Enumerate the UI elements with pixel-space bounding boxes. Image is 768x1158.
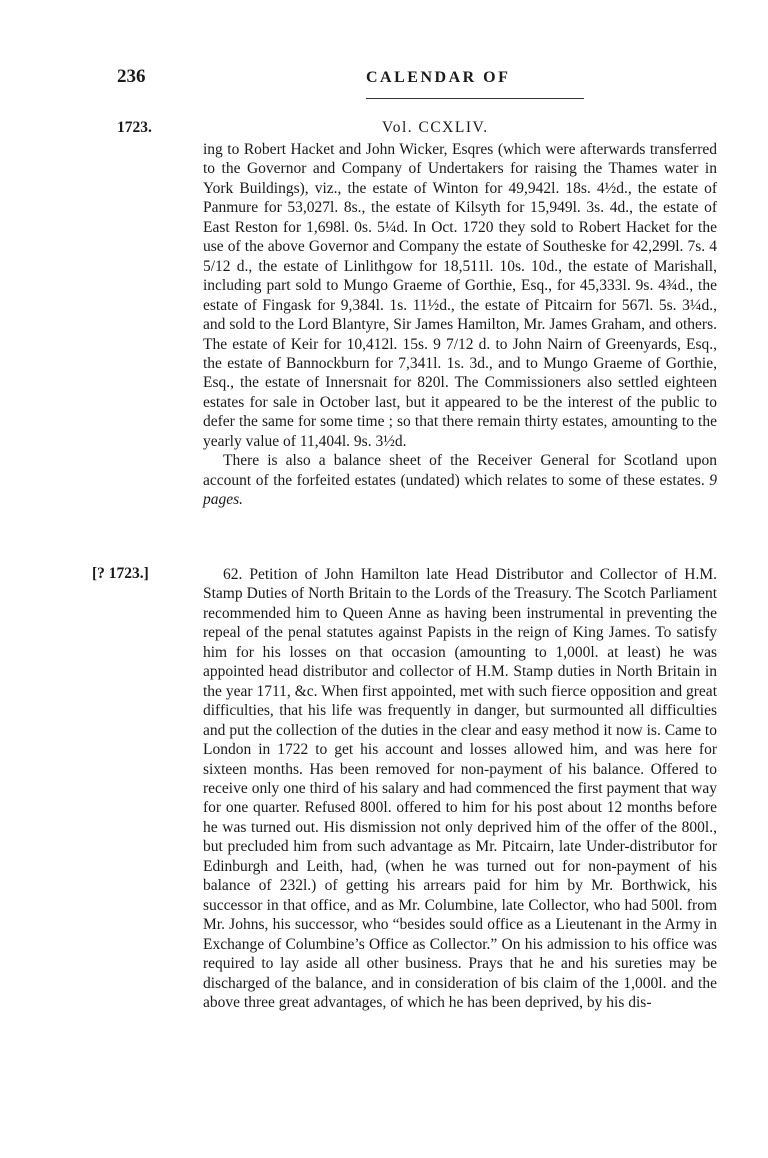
header-rule xyxy=(366,98,584,99)
entry-paragraph xyxy=(203,451,717,509)
page-count: 9 pages. xyxy=(203,471,717,509)
volume-heading: Vol. CCXLIV. xyxy=(382,119,489,136)
margin-date-1723: 1723. xyxy=(117,119,152,136)
margin-date-circa-1723: [? 1723.] xyxy=(92,565,149,582)
entry-paragraph: ing to Robert Hacket and John Wicker, Esqres (which were afterwards transferred to the Governor and Company of Undertakers for raising the Thames water in York Buildings), viz., the estate of Winton for 49,942l. 18s. 4½d., the estate of Panmure for 53,027l. 8s., the estate of Kilsyth for 15,949l. 3s. 4d., the estate of East Reston for 1,698l. 0s. 5¼d. In Oct. 1720 they sold to Robert Hacket for the use of the above Governor and Company the estate of Southeske for 42,299l. 7s. 4 5/12 d., the estate of Linlithgow for 18,511l. 10s. 10d., the estate of Marishall, including part sold to Mungo Graeme of Gorthie, Esq., for 45,333l. 9s. 4¾d., the estate of Fingask for 9,384l. 1s. 11½d., the estate of Pitcairn for 567l. 5s. 3¼d., and sold to the Lord Blantyre, Sir James Hamilton, Mr. James Graham, and others. The estate of Keir for 10,412l. 15s. 9 7/12 d. to John Nairn of Greenyards, Esq., the estate of Bannockburn for 7,341l. 1s. 3d., and to Mungo Graeme of Gorthie, Esq., the estate of Innersnait for 820l. The Commissioners also settled eighteen estates for sale in October last, but it appeared to be the interest of the public to defer the same for some time ; so that there remain thirty estates, amounting to the yearly value of 11,404l. 9s. 3½d. xyxy=(203,141,717,450)
balance-sheet-note: There is also a balance sheet of the Receiver General for Scotland upon account of the forfeited estates (undated) which relates to some of these estates. xyxy=(203,452,717,489)
running-title: CALENDAR OF xyxy=(366,69,511,86)
page-number: 236 xyxy=(117,66,146,87)
running-head xyxy=(0,66,768,96)
entry-continuation xyxy=(203,140,717,510)
entry-62 xyxy=(203,565,717,1012)
petition-paragraph: 62. Petition of John Hamilton late Head Distributor and Collector of H.M. Stamp Duties of North Britain to the Lords of the Treasury. The Scotch Parliament recommended him to Queen Anne as having been instrumental in preventing the repeal of the penal statutes against Papists in the reign of King James. To satisfy him for his losses on that occasion (amounting to 1,000l. at least) he was appointed head distributor and collector of H.M. Stamp duties in North Britain in the year 1711, &c. When first appointed, met with such fierce opposition and great difficulties, that his life was frequently in danger, but surmounted all difficulties and put the collection of the duties in the clear and easy method it now is. Came to London in 1722 to get his account and losses allowed him, and was here for sixteen months. Has been removed for non-payment of his balance. Offered to receive only one third of his salary and had commenced the first payment that way for one quarter. Refused 800l. offered to him for his post about 12 months before he was turned out. His dismission not only deprived him of the offer of the 800l., but precluded him from such advantage as Mr. Pitcairn, late Under-distributor for Edinburgh and Leith, had, (when he was turned out for non-payment of his balance of 232l.) of getting his arrears paid for him by Mr. Borthwick, his successor in that office, and as Mr. Columbine, late Collector, who had 500l. from Mr. Johns, his successor, who “besides sould office as a Lieutenant in the Army in Exchange of Columbine’s Office as Collector.” On his admission to his office was required to lay aside all other business. Prays that he and his sureties may be discharged of the balance, and in consideration of bis claim of the 1,000l. and the above three great advantages, of which he has been deprived, by his dis- xyxy=(203,566,717,1011)
